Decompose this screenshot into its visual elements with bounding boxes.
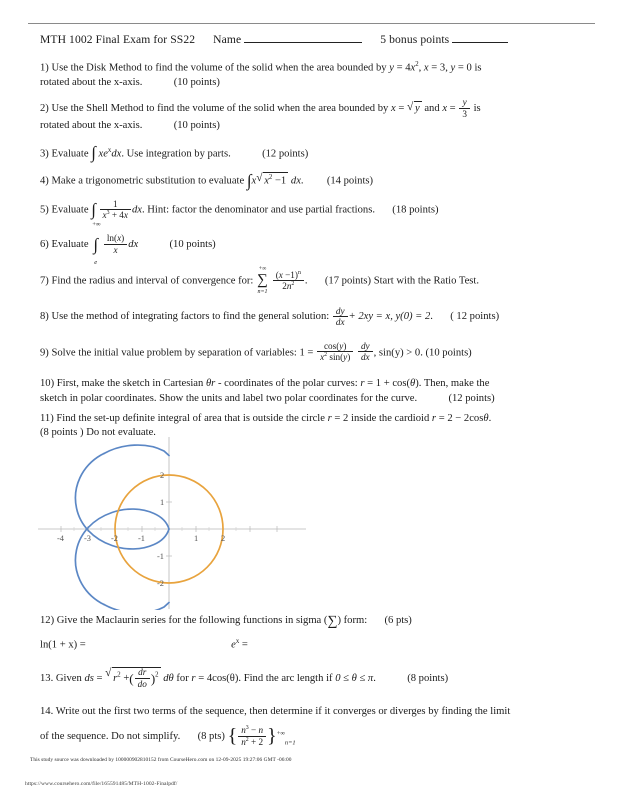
q11-r: r — [327, 412, 332, 424]
q2-and: and — [424, 102, 440, 114]
q1-y2: y — [450, 62, 456, 74]
question-5-points: (18 points) — [392, 204, 439, 216]
q5-frac-den: $x^3 + 4x$ — [102, 210, 128, 221]
question-14-points: (8 pts) — [197, 730, 225, 742]
q13-ds: ds — [84, 672, 94, 684]
brace-right: } — [267, 724, 277, 747]
q1-exp: 2 — [415, 61, 419, 68]
question-1-text: 1) Use the Disk Method to find the volume of the solid when the area bounded by — [40, 62, 387, 74]
question-12-points: (6 pts) — [384, 615, 412, 626]
q6-dx: dx — [128, 239, 139, 251]
question-10-text2: - coordinates of the polar curves: — [217, 378, 358, 390]
q13-ineq: 0 ≤ θ ≤ π — [335, 672, 374, 684]
question-7 — [40, 265, 585, 296]
question-13-text2: for — [176, 672, 189, 684]
question-9-text: 9) Solve the initial value problem by separation of variables: — [40, 346, 297, 358]
question-9: 9) Solve the initial value problem by separation of variables: 1 = $\frac{\cos(y)}{x^2 \sin(y)}$ $\frac{dy}{dx}$ , sin(y) > 0. (10 points) — [40, 341, 472, 363]
q11-cardioid: 2 − 2cos — [447, 412, 484, 424]
question-4-text: 4) Make a trigonometric substitution to evaluate — [40, 175, 245, 187]
question-1-points: (10 points) — [173, 77, 220, 89]
question-10-text4: sketch in polar coordinates. Show the units and label two polar coordinates for the curve. — [40, 392, 418, 404]
question-3-points: (12 points) — [262, 148, 309, 160]
q12-exp-eq: = — [241, 639, 248, 651]
q9-cos-num: cos(y) — [317, 341, 353, 352]
q2-eq: = — [398, 102, 405, 114]
question-7-text2: . — [304, 275, 308, 287]
q9-dx: dx — [360, 352, 370, 363]
question-9-points: (10 points) — [425, 346, 472, 358]
cardioid-curve-left-cap-bottom — [104, 603, 169, 611]
q9-dy: dy — [358, 341, 373, 352]
exam-header — [40, 33, 585, 46]
course-title: MTH 1002 Final Exam for SS22 — [40, 33, 196, 46]
question-12-answers — [40, 637, 585, 653]
question-13-text: 13. Given — [40, 672, 82, 684]
q14-den: $n^2 + 2$ — [241, 736, 264, 747]
y-tick-1: 1 — [160, 498, 165, 507]
q4-x: x — [251, 175, 257, 187]
q10-curve: 1 + cos( — [375, 378, 410, 390]
q12-paren-open: ( — [323, 615, 328, 626]
question-14-text: 14. Write out the first two terms of the sequence, then determine if it converges or diverges by finding the limit — [40, 706, 511, 718]
q3-dx: dx — [111, 148, 122, 160]
q9-cos-den: $x^2$ sin(y) — [320, 352, 351, 363]
q13-r: r — [191, 672, 196, 684]
q4-dx: dx — [290, 175, 301, 187]
q10-paren: ) — [415, 378, 419, 390]
integral-lower-limit: e — [94, 259, 98, 267]
sum-lower-limit: n=1 — [257, 289, 268, 296]
question-10 — [40, 377, 585, 406]
question-8: 8) Use the method of integrating factors to find the general solution: $\frac{dy}{dx}$ + 2xy = x, y(0) = 2. ( 12 points) — [40, 305, 500, 327]
q6-frac-num: ln(x) — [104, 233, 127, 244]
x-tick-neg4: -4 — [57, 534, 64, 543]
q1-three: 3 — [439, 62, 446, 74]
q11-eq2: = — [438, 412, 445, 424]
source-url[interactable]: https://www.coursehero.com/file/165591485/MTH-1002-Finalpdf/ — [25, 781, 178, 787]
question-11-text2: inside the cardioid — [351, 412, 430, 424]
definite-integral-sign: ∫ +∞ e — [92, 220, 101, 267]
q11-eq: = — [334, 412, 341, 424]
question-2 — [40, 98, 585, 134]
name-label: Name — [213, 33, 242, 46]
q13-dtheta: dθ — [163, 672, 174, 684]
integral-sign: ∫ — [246, 170, 252, 190]
question-2-text: 2) Use the Shell Method to find the volume of the solid when the area bounded by — [40, 102, 389, 114]
q10-theta: θ — [205, 378, 212, 390]
q7-fraction — [273, 270, 304, 292]
question-13 — [40, 667, 585, 690]
q8-frac-num: dy — [333, 306, 348, 317]
q14-upper-limit: +∞ — [276, 729, 285, 737]
q12-exp-x: x — [235, 637, 240, 645]
q9-one-eq: 1 = — [299, 346, 314, 358]
q9-condition: sin(y) > 0 — [378, 346, 421, 358]
q4-sqrt: √ $x^2 -1$ — [256, 172, 288, 189]
q10-r2: r — [360, 378, 365, 390]
q14-lower-limit: n=1 — [284, 739, 296, 747]
axis-tick-labels — [57, 471, 225, 588]
y-tick-neg1: -1 — [157, 552, 164, 561]
integral-upper-limit: +∞ — [92, 220, 101, 228]
question-14-text2: of the sequence. Do not simplify. — [40, 730, 181, 742]
q1-x: x — [410, 62, 416, 74]
question-10-points: (12 points) — [448, 392, 495, 404]
cardioid-curve-left-cap — [104, 445, 169, 455]
question-5-text: 5) Evaluate — [40, 204, 89, 216]
sum-upper-limit: +∞ — [258, 265, 267, 272]
q8-ode: + 2xy = x — [348, 311, 391, 323]
q8-ic: , y(0) = 2 — [390, 311, 431, 323]
question-11-text4: (8 points ) Do not evaluate. — [40, 427, 156, 439]
q13-dr-do: $\frac{dr}{do}$ — [135, 667, 150, 689]
q13-eq: = — [96, 672, 103, 684]
q1-zero: 0 — [466, 62, 472, 74]
question-11-text3: . — [488, 412, 492, 424]
q2-frac-den: 3 — [462, 108, 467, 119]
summation-sign: +∞ ∑ n=1 — [257, 265, 268, 296]
q7-frac-num: $(x -1)^n$ — [273, 270, 304, 281]
x-tick-1: 1 — [194, 534, 199, 543]
q2-x: x — [391, 102, 396, 114]
question-13-text3: . Find the arc length if — [238, 672, 333, 684]
q3-x: x — [98, 148, 104, 160]
question-2-points: (10 points) — [173, 120, 220, 132]
question-12-text2: ) form: — [337, 615, 368, 626]
question-5-text2: . Hint: factor the denominator and use partial fractions. — [141, 204, 375, 216]
question-1-text2: rotated about the x-axis. — [40, 77, 143, 89]
q1-coef: 4 — [405, 62, 411, 74]
x-tick-2: 2 — [221, 534, 226, 543]
q6-fraction — [104, 233, 127, 255]
question-4 — [40, 172, 585, 189]
question-10-text: 10) First, make the sketch in Cartesian — [40, 378, 204, 390]
q8-fraction — [333, 306, 348, 328]
q2-eq2: = — [449, 102, 456, 114]
q8-frac-den: dx — [335, 316, 345, 327]
question-6-text: 6) Evaluate — [40, 239, 89, 251]
q11-r2: r — [431, 412, 437, 424]
question-4-text2: . — [300, 175, 304, 187]
q1-x2: x — [423, 62, 429, 74]
question-12-text: 12) Give the Maclaurin series for the following functions in sigma — [40, 615, 322, 626]
question-12 — [40, 614, 585, 629]
q9-fraction-cos — [317, 341, 353, 363]
question-2-text2: rotated about the x-axis. — [40, 120, 143, 132]
exam-content-lower — [40, 614, 585, 757]
question-3 — [40, 143, 585, 163]
header-divider — [28, 23, 595, 24]
brace-left: { — [227, 724, 238, 747]
q1-eq3: = — [457, 62, 464, 74]
q2-frac-num: y — [459, 97, 470, 108]
q13-4cos: 4cos(θ) — [206, 672, 239, 684]
sigma-symbol: ∑ — [327, 614, 338, 629]
q10-theta2: θ — [409, 378, 416, 390]
q2-sqrt-y: √ y — [407, 101, 422, 117]
question-1: 1) Use the Disk Method to find the volume of the solid when the area bounded by $y = 4x^2$, x = 3, y = 0 is rotated about the x-axis. (10 points) — [40, 61, 482, 89]
q2-is: is — [473, 102, 481, 114]
q2-fraction — [459, 97, 470, 119]
q10-r: r — [211, 378, 216, 390]
integral-sign: ∫ — [91, 199, 96, 219]
bonus-blank — [452, 42, 508, 43]
q2-x2: x — [442, 102, 448, 114]
question-6 — [40, 220, 585, 267]
q14-sequence — [228, 723, 296, 751]
q11-two: 2 — [343, 412, 349, 424]
question-8-points: ( 12 points) — [450, 311, 500, 323]
question-13-text4: . — [373, 672, 376, 684]
y-tick-neg2: -2 — [157, 579, 164, 588]
question-3-text2: . Use integration by parts. — [121, 148, 231, 160]
question-10-text3: . Then, make the — [418, 378, 490, 390]
question-8-text: 8) Use the method of integrating factors to find the general solution: — [40, 311, 330, 323]
polar-graph-svg — [30, 435, 312, 610]
q1-eq: = — [396, 62, 403, 74]
q13-sqrt: √ $r^2$ +( $\frac{dr}{do}$ )$^2$ — [105, 667, 160, 690]
q11-theta: θ — [483, 412, 489, 424]
q6-frac-den: x — [113, 244, 118, 255]
question-6-points: (10 points) — [169, 239, 216, 251]
q7-frac-den: $2n^2$ — [282, 281, 295, 292]
q1-is: is — [474, 62, 482, 74]
q5-dx: dx — [131, 204, 142, 216]
q1-math-y: y — [389, 62, 394, 74]
q5-frac-num: 1 — [100, 199, 131, 210]
polar-graph — [30, 435, 312, 610]
q5-fraction — [100, 199, 131, 221]
q3-exp: x — [107, 146, 112, 154]
question-7-text: 7) Find the radius and interval of convergence for: — [40, 275, 254, 287]
x-tick-neg2: -2 — [111, 534, 118, 543]
q13-eq2: = — [198, 672, 205, 684]
q9-fraction-dydx — [358, 341, 373, 363]
question-4-points: (14 points) — [326, 175, 374, 187]
question-13-points: (8 points) — [407, 672, 449, 684]
y-tick-2: 2 — [160, 471, 165, 480]
question-5 — [40, 199, 585, 221]
question-11-text: 11) Find the set-up definite integral of area that is outside the circle — [40, 412, 325, 424]
q1-eq2: = — [431, 62, 438, 74]
question-3-text: 3) Evaluate — [40, 148, 89, 160]
bonus-points-label: 5 bonus points — [380, 33, 450, 46]
q12-exp-e: e — [231, 639, 236, 651]
question-14 — [40, 705, 585, 750]
name-blank — [244, 42, 362, 43]
q14-fraction — [238, 725, 266, 747]
exam-content — [40, 33, 585, 448]
download-notice: This study source was downloaded by 100000902810152 from CourseHero.com on 12-09-2025 19:27:06 GMT -06:00 — [30, 757, 292, 763]
x-tick-neg3: -3 — [84, 534, 91, 543]
q10-eq: = — [367, 378, 374, 390]
x-tick-neg1: -1 — [138, 534, 145, 543]
integral-sign: ∫ — [91, 143, 96, 163]
q3-e: e — [103, 148, 108, 160]
q14-num: $n^3 - n$ — [238, 725, 266, 736]
q12-ln-prompt: ln(1 + x) = — [40, 639, 86, 651]
question-7-points: (17 points) Start with the Ratio Test. — [324, 275, 480, 287]
